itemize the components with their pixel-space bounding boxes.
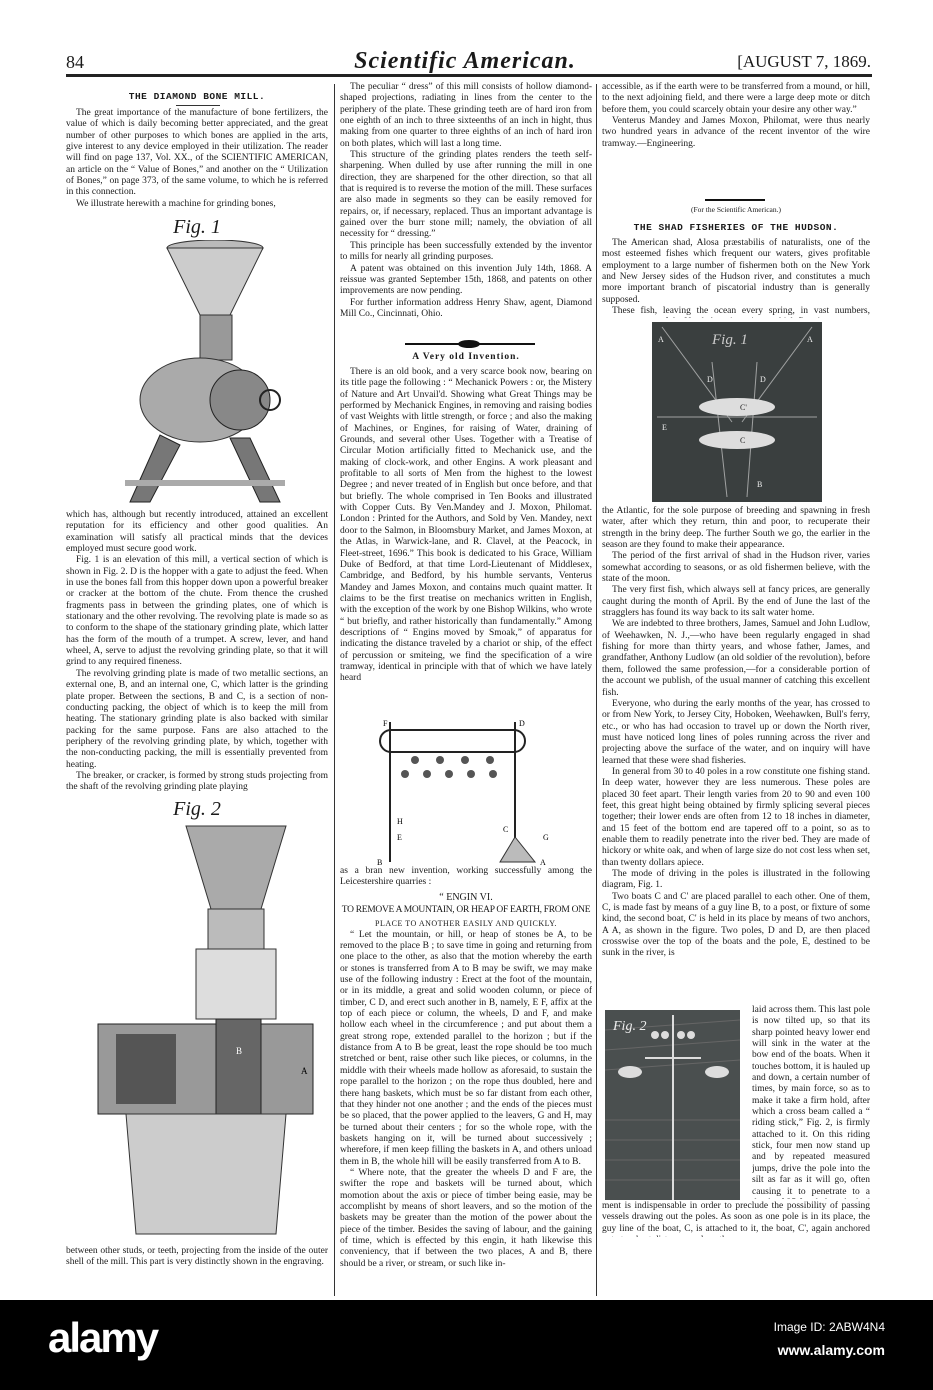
figure-letter: B xyxy=(377,858,383,867)
alamy-logo: alamy xyxy=(48,1314,158,1361)
section-heading: “ ENGIN VI. xyxy=(439,891,493,903)
article-body xyxy=(340,82,592,332)
paragraph: which has, although but recently introduced, attained an excellent reputation for its efficiency and other good qualities. An examination will satisfy all practical minds that the devices employed must secure good work. xyxy=(66,510,328,555)
paragraph: These fish, leaving the ocean every spring, in vast numbers, xyxy=(612,306,870,317)
figure-letter: A xyxy=(301,1066,308,1076)
figure-label: Fig. 2 xyxy=(173,798,221,820)
paragraph: There is an old book, and a very scarce book now, bearing on its title page the following : “ Mechanick Powers : or, the Mistery of Nature and Art Unvail'd. Showing what Great Things may be performed by Mechanick Engines, in removing and raising bodies of vast Weights with little strength, or force ; and also the making of Machines, or Engines, for raising of Water, draining of Grounds, and several other Uses. Together with a Treatise of Circular Motion artificially fitted to Mechanick use, and the making of clock-work, and other Engins. A work pleasant and profitable to all sorts of Men from the highest to the lowest Degree ; and never treated of in English but once before, and that but briefly. The whole comprised in Ten Books and illustrated with Copper Cuts. By Ven.Mandey and J. Moxon, Philomat. London : Printed for the Authors, and Sold by Ven. Mandey, next door to the Salmon, in Bloomsbury Market, and James Moxon, at the Atlas, in Warwick-lane, and R. Clavel, at the Peacock, in Fleet-street, 1696.” This book is dedicated to his Grace, William Duke of Bedford, at that time Lord-Lieutenant of Middlesex, Cambridge, and Bedford, by his humble servants, Venterus Mandey and James Moxon, and contains much quaint matter. It claims to be the first treatise on mechanics written in English, with the exception of the work by one Bishop Wilkins, who wrote “ but briefly, and rather historically than fundamentally.” Among descriptions of “ Engins moved by Smoak,” of apparatus for indicating the distance traveled by a chariot or ship, of the effect of percussion or smiteing, we find the specification of a wire tramway, identical in principle with that of which we have lately heard xyxy=(340,367,592,684)
paragraph: laid across them. This last pole is now tilted up, so that its sharp pointed heavy lower end will sink in the water at the bow end of the boats. When it touches bottom, it is hauled up and down, a certain number of times, by main force, so as to make it take a firm hold, after which a cross beam called a “ riding stick,” Fig. 2, is firmly attached to it. On this riding stick, four men now stand up and by repeated measured jumps, drive the pole into the silt as far as it will go, often causing it to penetrate to a xyxy=(752,1005,870,1197)
paragraph: as a bran new invention, working successfully among the Leicestershire quarries : xyxy=(340,866,592,888)
article-title: THE DIAMOND BONE MILL. xyxy=(128,91,266,102)
article-body xyxy=(340,866,592,889)
watermark-url: www.alamy.com xyxy=(777,1342,885,1358)
paragraph: the Atlantic, for the sole purpose of breeding and spawning in fresh water, after which they return, thin and poor, to recuperate their strength in the briny deep. The further South we go, the earlier in the season are they found to make their appearance. xyxy=(602,506,870,551)
paragraph: Everyone, who during the early months of the year, has crossed to or from New York, to Jersey City, Hoboken, Weehawken, Bull's ferry, etc., or who has had occasion to travel up or down the North river, must have noticed long lines of poles running across the river and projecting above the surface of the water, and on inquiry will have learned that these were shad fisheries. xyxy=(602,698,870,766)
issue-date: [AUGUST 7, 1869. xyxy=(737,52,871,71)
article-body xyxy=(602,238,870,318)
ornamental-divider-center xyxy=(458,340,480,348)
paragraph: ment is indispensable in order to preclude the possibility of passing vessels drawing out the poles. As soon as one pole is in its place, the guy line of the boat, C, is attached to it, the boat, C', again anchored xyxy=(602,1201,870,1234)
column-divider xyxy=(596,84,597,1296)
paragraph: The great importance of the manufacture of bone fertilizers, the value of which is daily becoming better appreciated, and the great number of other purposes to which bones are applied in the arts, give interest to any device employed in their utilization. The reader will find on page 137, Vol. XX., of the SCIENTIFIC AMERICAN, an article on the “ Value of Bones,” and another on the “ Utilization of Bones,” on page 373, of the same volume, to which he is referred in this connection. xyxy=(66,108,328,198)
article-body xyxy=(66,108,328,213)
article-title: A Very old Invention. xyxy=(412,352,520,362)
figure-label: Fig. 1 xyxy=(173,216,221,238)
paragraph: For further information address Henry Shaw, agent, Diamond Mill Co., Cincinnati, Ohio. xyxy=(340,297,592,319)
figure-letter: A xyxy=(658,335,664,344)
paragraph: Two boats C and C' are placed parallel to each other. One of them, C, is made fast by means of a guy line B, to a post, or fixture of some kind, the second boat, C' is held in its place by means of two anchors, A A, as shown in the figure. Two poles, D and D, are then placed crosswise over the top of the boats and the pole, E, destined to be sunk in the river, is xyxy=(602,891,870,959)
figure-letter: H xyxy=(397,817,403,826)
page-number: 84 xyxy=(66,52,84,72)
figure-letter: E xyxy=(662,423,667,432)
figure-letter: C xyxy=(740,436,746,445)
figure-letter: A xyxy=(540,858,546,867)
figure-letter: G xyxy=(543,833,549,842)
article-body xyxy=(602,506,870,990)
article-credit: (For the Scientific American.) xyxy=(691,205,781,214)
engin-section xyxy=(340,866,592,1298)
bone-mill-elevation-illustration xyxy=(120,240,290,506)
paragraph: between other studs, or teeth, projecting from the inside of the outer shell of the mill. This part is very distinctly shown in the engraving. xyxy=(66,1246,328,1268)
paragraph: The revolving grinding plate is made of two metallic sections, an external one, B, and an internal one, C, which latter is the grinding plate proper. Between the sections, B and C, is a section of non-conducting packing, the object of which is to keep the mill from heating. The stationary grinding plate is also backed with similar packing for the same purpose. Fans are also attached to the periphery of the revolving grinding plate, by which, together with the non-conducting packing, the mill is essentially prevented from heating. xyxy=(66,668,328,770)
figure-letter: D xyxy=(707,375,713,384)
figure-letter: B xyxy=(236,1046,243,1056)
wire-tramway-illustration xyxy=(365,712,565,867)
shad-fishery-boats-diagram xyxy=(652,322,822,502)
article-body xyxy=(340,930,592,1298)
article-body xyxy=(66,1246,328,1286)
image-id: Image ID: 2ABW4N4 xyxy=(773,1320,885,1334)
figure-letter: C' xyxy=(740,403,747,412)
paragraph: A patent was obtained on this invention July 14th, 1868. A reissue was granted September 15th, 1868, and patents on other improvements are now pending. xyxy=(340,263,592,297)
riding-stick-illustration xyxy=(605,1010,740,1200)
figure-letter: F xyxy=(383,719,388,728)
ornamental-divider xyxy=(705,199,765,201)
article-body xyxy=(752,1005,870,1199)
section-subheading: PLACE TO ANOTHER EASILY AND QUICKLY. xyxy=(375,918,557,928)
paragraph: The peculiar “ dress” of this mill consists of hollow diamond-shaped projections, radiating in lines from the center to the periphery of the plate. These grinding teeth are of hard iron from one eighth of an inch to three sixteenths of an inch in hight, thus making from one quarter to three eighths of an inch of hard iron on both plates, which will last a long time. xyxy=(340,82,592,149)
figure-letter: C xyxy=(503,825,509,834)
section-subheading: TO REMOVE A MOUNTAIN, OR HEAP OF EARTH, FROM ONE xyxy=(341,904,591,915)
bone-mill-section-illustration xyxy=(86,824,326,1242)
article-body xyxy=(602,1201,870,1237)
paragraph: In general from 30 to 40 poles in a row constitute one fishing stand. In deep water, however they are less numerous. These poles are placed 30 feet apart. Their length varies from 20 to 90 and even 100 feet, this great hight being obtained by firmly splicing several pieces together; their lower ends are often from 12 to 18 inches in diameter, and 15 feet of the bottom end are tapered off to a point, so as to enable them to readily penetrate into the river bed. They are made of hickory or white oak, and when of large size do not cost less when set, than twenty dollars apiece. xyxy=(602,766,870,868)
article-title: THE SHAD FISHERIES OF THE HUDSON. xyxy=(633,222,839,233)
article-body xyxy=(66,510,328,795)
masthead: Scientific American. xyxy=(354,48,576,74)
figure-letter: B xyxy=(757,480,763,489)
paragraph: The mode of driving in the poles is illustrated in the following diagram, Fig. 1. xyxy=(602,869,870,891)
paragraph: The breaker, or cracker, is formed by strong studs projecting from the shaft of the revolving grinding plate playing xyxy=(66,770,328,793)
paragraph: We are indebted to three brothers, James, Samuel and John Ludlow, of Weehawken, N. J.,—who have been regularly engaged in shad fishing for more than thirty years, and whose father, James, and grandfather, Anthony Ludlow (an old soldier of the revolution), before them, followed the same profession,—for a considerable portion of the account we publish, of the usual manner of catching this excellent fish. xyxy=(602,619,870,698)
paragraph: This structure of the grinding plates renders the teeth self-sharpening. When dulled by use after running the mill in one direction, they are sharpened for the other direction, so that all that is required is to reverse the motion of the mill. These surfaces are also made in segments so they can be easily removed for repairs, or, if necessary, replaced. Thus an important advantage is gained over the burr stone mill; namely, the obviation of all necessity for “ dressing.” xyxy=(340,150,592,240)
header-rule xyxy=(66,74,872,77)
figure-letter: D xyxy=(760,375,766,384)
paragraph: Venterus Mandey and James Moxon, Philomat, were thus nearly two hundred years in advance of the recent inventor of the wire tramway.—Engineering. xyxy=(602,116,870,149)
figure-label: Fig. 2 xyxy=(613,1019,647,1034)
paragraph: This principle has been successfully extended by the inventor to mills for nearly all grinding purposes. xyxy=(340,240,592,263)
figure-letter: D xyxy=(519,719,525,728)
watermark-bar xyxy=(0,1300,933,1390)
paragraph: We illustrate herewith a machine for grinding bones, xyxy=(76,198,276,209)
article-body xyxy=(340,367,592,707)
figure-label: Fig. 1 xyxy=(712,332,748,348)
paragraph: accessible, as if the earth were to be transferred from a mound, or hill, to the next adjoining field, and there were a large deep mote or ditch before them, you could scarcely obtain your desire any other way.” xyxy=(602,82,870,115)
paragraph: “ Let the mountain, or hill, or heap of stones be A, to be removed to the place B ; to save time in going and returning from one place to the other, as also that the motion whereby the earth or stones is transferred from A to B may be swift, we may make use of the following industry : Erect at the foot of the mountain, or in its middle, a great and solid wooden column, or piece of timber, C D, and erect such another in B, namely, E F, affix at the top of each piece or column, the wheels, D and F, and make hollow each wheel in the circumference ; and put about them a great strong rope, extended parallel to the horizon ; but if the distance from A to B be great, least the rope should be too much stretched or bent, raise other such like pieces, or columns, in the middle with their wheels made hollow as aforesaid, to sustain the rope parallel to the horizon ; on the rope thus doubled, here and there hang baskets, which must be so far distant from each other, that they hinder not one another ; and the ends of the pieces must be so placed, that the power applied to the leavers, G and H, may be turned about their centers ; for so the whole rope, with the baskets hanging on it, will be turned about successively ; wherefore, if men keep filling the baskets in A, and others unload them in B, the whole hill will be easily transferred from A to B. xyxy=(340,929,592,1167)
figure-letter: E xyxy=(397,833,402,842)
title-rule xyxy=(176,105,220,106)
figure-letter: A xyxy=(807,335,813,344)
paragraph: The period of the first arrival of shad in the Hudson river, varies somewhat according to seasons, or as old fishermen believe, with the state of the moon. xyxy=(602,551,870,585)
column-divider xyxy=(334,84,335,1296)
paragraph: The American shad, Alosa præstabilis of naturalists, one of the most esteemed fishes which frequent our waters, gives profitable employment to a large number of fishermen both on the New York and New Jersey sides of the Hudson river, and constitutes a much more important branch of piscatorial industry than is generally supposed. xyxy=(602,238,870,305)
paragraph: “ Where note, that the greater the wheels D and F are, the swifter the rope and baskets will be turned about, which momotion about the axis or piece of timber being easie, may be accomplisht by means of short leavers, and so the motion of the baskets may be greater than the motion of the power about the piece of the timber. Besides the saving of labour, and the gaining of time, which is effected by this engin, it hath likewise this conveniency, that if between the two places, A and B, there should be a river, or stream, or such like in- xyxy=(340,1167,592,1269)
paragraph: The very first fish, which always sell at fancy prices, are generally caught during the month of April. By the end of June the last of the stragglers has found its way back to its salt water home. xyxy=(602,585,870,619)
paragraph: Fig. 1 is an elevation of this mill, a vertical section of which is shown in Fig. 2. D is the hopper with a gate to adjust the feed. When in use the bones fall from this hopper down upon a powerful breaker or cracker at the bottom of the chute. From thence the crushed fragments pass in between the grinding plates, one of which is stationary and the other revolving. The revolving plate is made so as to conform to the shape of the stationary grinding plate, which latter has the form of the mouth of a trumpet. A screw, lever, and hand wheel, A, serve to adjust the revolving grinding plate, so that it will grind to any required fineness. xyxy=(66,555,328,668)
article-body xyxy=(602,82,870,198)
